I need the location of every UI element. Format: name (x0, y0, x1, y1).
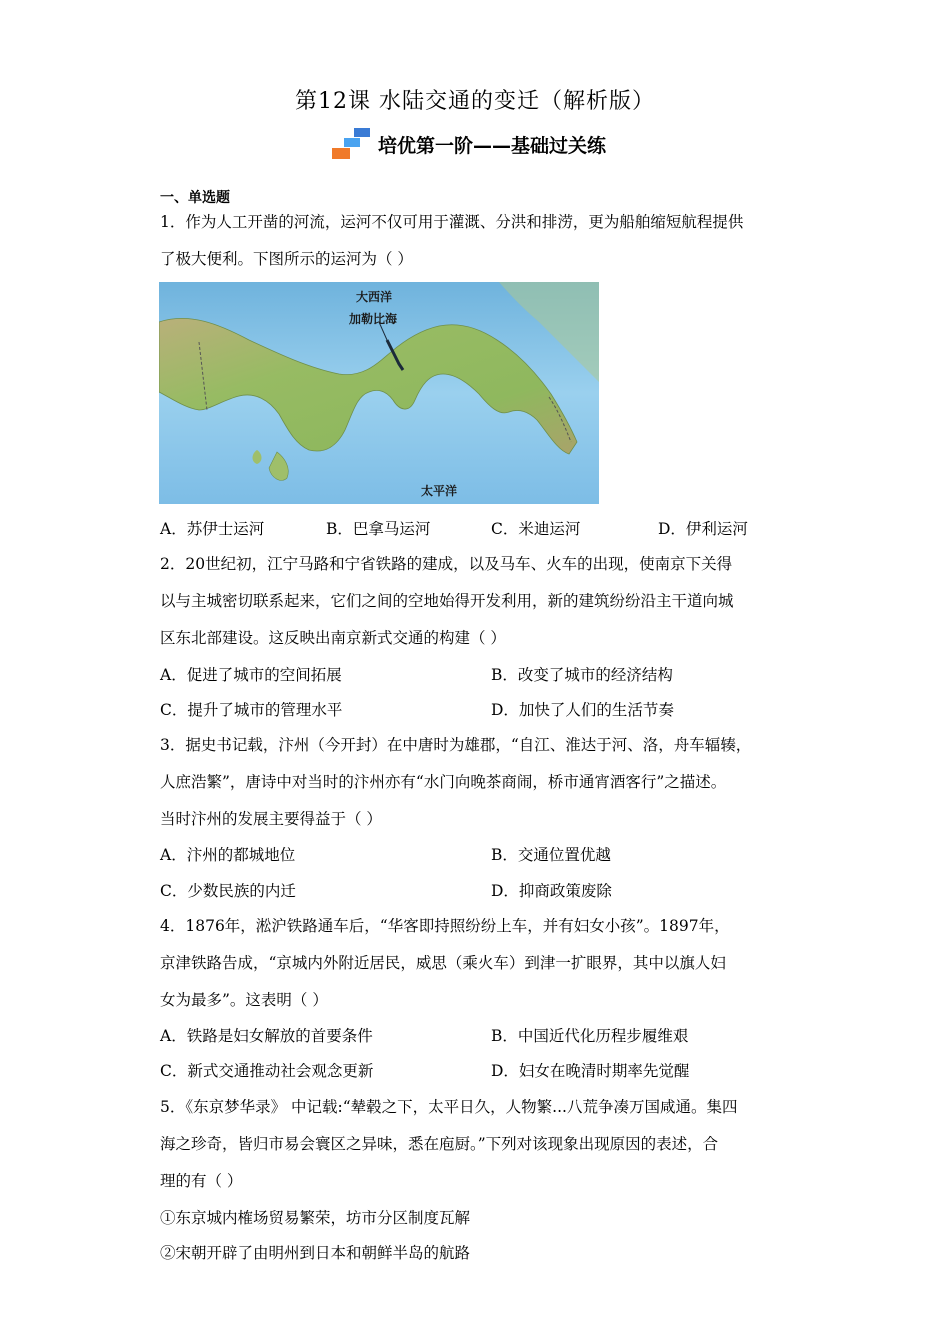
q2-option-a: A．促进了城市的空间拓展 (160, 666, 342, 684)
q3-line-1: 3．据史书记载，汴州（今开封）在中唐时为雄郡，“自江、淮达于河、洛，舟车辐辏， (160, 736, 752, 754)
label-pacific: 太平洋 (421, 484, 458, 498)
q4-option-d: D．妇女在晚清时期率先觉醒 (491, 1062, 690, 1080)
q4-line-1: 4．1876年，淞沪铁路通车后，“华客即持照纷纷上车，并有妇女小孩”。1897年， (160, 917, 730, 935)
q3-line-2: 人庶浩繁”，唐诗中对当时的汴州亦有“水门向晚茶商闹，桥市通宵酒客行”之描述。 (160, 773, 727, 791)
q1-option-c: C．米迪运河 (491, 520, 581, 538)
q2-option-b: B．改变了城市的经济结构 (491, 666, 673, 684)
q2-line-1: 2．20世纪初，江宁马路和宁省铁路的建成，以及马车、火车的出现，使南京下关得 (160, 555, 733, 573)
q2-option-c: C．提升了城市的管理水平 (160, 701, 343, 719)
q3-line-3: 当时汴州的发展主要得益于（ ） (160, 810, 382, 828)
q4-option-b: B．中国近代化历程步履维艰 (491, 1027, 689, 1045)
panama-map-image (159, 282, 599, 504)
label-atlantic: 大西洋 (356, 290, 393, 304)
q4-option-c: C．新式交通推动社会观念更新 (160, 1062, 374, 1080)
q4-line-2: 京津铁路告成，“京城内外附近居民，威思（乘火车）到津一扩眼界，其中以旗人妇 (160, 954, 726, 972)
q5-line-1: 5．《东京梦华录》 中记载:“辇毂之下，太平日久，人物繁...八荒争凑万国咸通。集四 (160, 1098, 738, 1116)
subtitle-row (330, 124, 606, 164)
section-heading: 一、单选题 (160, 190, 230, 206)
q3-option-c: C．少数民族的内迁 (160, 882, 296, 900)
page-title: 第12课 水陆交通的变迁（解析版） (295, 89, 655, 114)
q1-option-d: D．伊利运河 (658, 520, 748, 538)
q1-option-a: A．苏伊士运河 (160, 520, 265, 538)
q5-statement-2: ②宋朝开辟了由明州到日本和朝鲜半岛的航路 (160, 1244, 471, 1262)
q1-option-b: B．巴拿马运河 (326, 520, 431, 538)
label-caribbean: 加勒比海 (349, 312, 398, 326)
q5-line-3: 理的有（ ） (160, 1172, 243, 1190)
stairs-logo-icon (330, 126, 372, 162)
q3-option-b: B．交通位置优越 (491, 846, 611, 864)
q3-option-a: A．汴州的都城地位 (160, 846, 296, 864)
q3-option-d: D．抑商政策废除 (491, 882, 612, 900)
q4-option-a: A．铁路是妇女解放的首要条件 (160, 1027, 373, 1045)
q2-line-2: 以与主城密切联系起来，它们之间的空地始得开发利用，新的建筑纷纷沿主干道向城 (160, 592, 734, 610)
q4-line-3: 女为最多”。这表明（ ） (160, 991, 328, 1009)
q2-option-d: D．加快了人们的生活节奏 (491, 701, 674, 719)
q5-statement-1: ①东京城内榷场贸易繁荣，坊市分区制度瓦解 (160, 1209, 471, 1227)
q1-line-1: 1．作为人工开凿的河流，运河不仅可用于灌溉、分洪和排涝，更为船舶缩短航程提供 (160, 213, 744, 231)
subtitle-text: 培优第一阶——基础过关练 (378, 134, 607, 157)
q5-line-2: 海之珍奇，皆归市易会寰区之异味，悉在庖厨。”下列对该现象出现原因的表述，合 (160, 1135, 719, 1153)
q1-line-2: 了极大便利。下图所示的运河为（ ） (160, 250, 413, 268)
q2-line-3: 区东北部建设。这反映出南京新式交通的构建（ ） (160, 629, 506, 647)
